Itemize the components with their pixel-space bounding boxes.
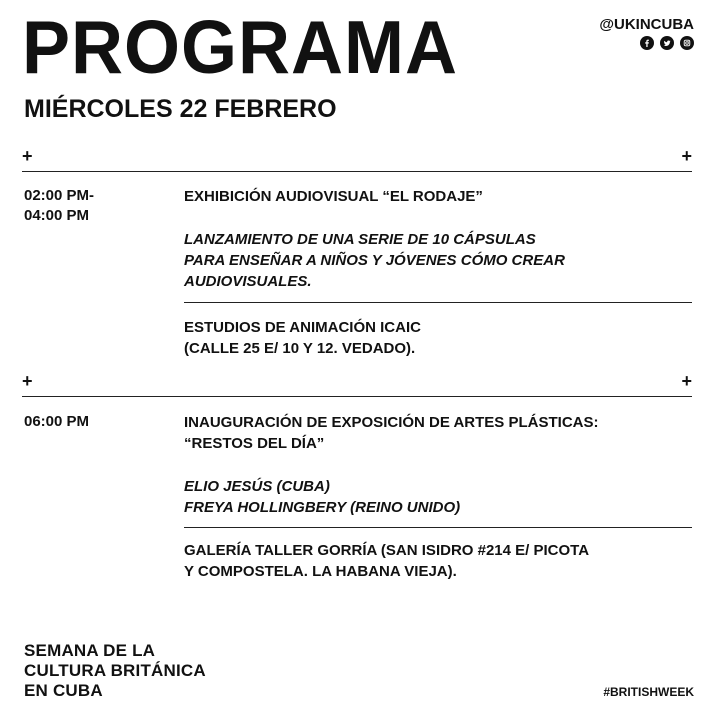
event-1-venue-line: ESTUDIOS DE ANIMACIÓN ICAIC — [184, 319, 421, 336]
social-icons — [640, 36, 694, 50]
event-1-time — [24, 186, 94, 226]
plus-marker-left: + — [22, 146, 33, 166]
event-2-artists — [184, 476, 694, 518]
event-2-venue-line: GALERÍA TALLER GORRÍA (SAN ISIDRO #214 E/ PICOTA — [184, 542, 590, 559]
twitter-icon[interactable] — [660, 36, 674, 50]
event-2-time: 06:00 PM — [24, 413, 90, 430]
event-1-venue — [184, 317, 694, 359]
section-divider — [22, 171, 692, 172]
plus-marker-left: + — [22, 371, 33, 391]
event-1-description-line: PARA ENSEÑAR A NIÑOS Y JÓVENES CÓMO CREAR — [184, 252, 565, 269]
event-1-time-start: 02:00 PM- — [24, 187, 95, 204]
footer-line: EN CUBA — [24, 681, 103, 700]
page-title: PROGRAMA — [22, 5, 458, 90]
event-1-title: EXHIBICIÓN AUDIOVISUAL “EL RODAJE” — [184, 188, 483, 205]
event-2-title-line: INAUGURACIÓN DE EXPOSICIÓN DE ARTES PLÁSTICAS: — [184, 414, 599, 431]
event-2-artist: FREYA HOLLINGBERY (REINO UNIDO) — [184, 499, 461, 516]
event-2-venue — [184, 540, 694, 582]
event-2-title — [184, 412, 694, 454]
event-2-venue-line: Y COMPOSTELA. LA HABANA VIEJA). — [184, 563, 457, 580]
plus-marker-right: + — [681, 146, 692, 166]
event-1-description-line: AUDIOVISUALES. — [184, 273, 312, 290]
event-1-time-end: 04:00 PM — [24, 207, 90, 224]
event-1-description-line: LANZAMIENTO DE UNA SERIE DE 10 CÁPSULAS — [184, 231, 536, 248]
social-handle[interactable]: @UKINCUBA — [599, 16, 694, 33]
footer-line: SEMANA DE LA — [24, 641, 156, 660]
event-1-venue-line: (CALLE 25 E/ 10 Y 12. VEDADO). — [184, 340, 416, 357]
footer-logo-text — [24, 641, 206, 701]
event-1-description — [184, 229, 694, 292]
event-2-title-line: “RESTOS DEL DÍA” — [184, 435, 325, 452]
instagram-icon[interactable] — [680, 36, 694, 50]
footer-line: CULTURA BRITÁNICA — [24, 661, 206, 680]
event-2-artist: ELIO JESÚS (CUBA) — [184, 478, 330, 495]
facebook-icon[interactable] — [640, 36, 654, 50]
plus-marker-right: + — [681, 371, 692, 391]
hashtag[interactable]: #BRITISHWEEK — [603, 685, 694, 699]
event-2-divider — [184, 527, 692, 528]
event-1-divider — [184, 302, 692, 303]
section-divider — [22, 396, 692, 397]
event-date: MIÉRCOLES 22 FEBRERO — [24, 95, 337, 123]
